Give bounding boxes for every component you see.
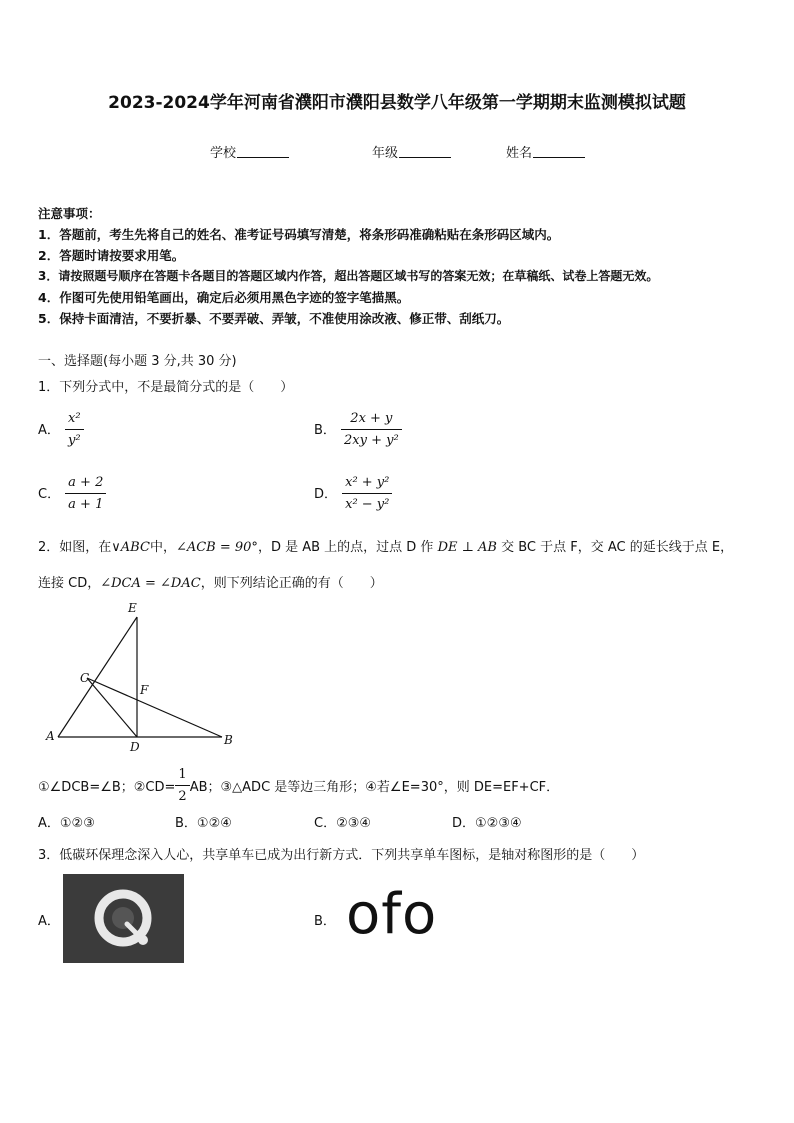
grade-label: 年级 [372,146,399,161]
section-heading: 一、选择题(每小题 3 分,共 30 分) [38,354,237,369]
q1-stem: 1．下列分式中，不是最简分式的是（ ） [38,380,294,395]
option-label: B． [314,423,336,438]
q2-stem-line2: 连接 CD，∠DCA = ∠DAC，则下列结论正确的有（ ） [38,576,383,591]
q1-option-a[interactable]: A． $\frac{\text{x²}}{\text{y²}}$ [38,410,84,449]
option-label: C． [38,487,61,502]
ofo-logo-icon: ofo [346,882,438,947]
q2-option-a[interactable]: A．①②③ [38,816,95,831]
notes-heading: 注意事项： [38,206,101,221]
q2-stem-line1: 2．如图，在∨ABC中，∠ACB = 90°，D 是 AB 上的点，过点 D 作 DE ⊥ AB 交 BC 于点 F，交 AC 的延长线于点 E， [38,540,734,555]
bike-logo-a-icon [63,874,184,963]
q2-option-c[interactable]: C．②③④ [314,816,372,831]
q2-option-d[interactable]: D．①②③④ [452,816,522,831]
note-item: 3．请按照题号顺序在答题卡各题目的答题区域内作答，超出答题区域书写的答案无效；在草稿纸、试卷上答题无效。 [38,269,659,283]
label-f: F [140,683,149,697]
q3-option-b-label[interactable]: B． [314,914,336,929]
q1-option-d[interactable]: D． $\frac{\text{x² + y²}}{\text{x² − y²}}$ [314,474,392,513]
line-ae [58,617,137,737]
page-title: 2023-2024学年河南省濮阳市濮阳县数学八年级第一学期期末监测模拟试题 [108,93,686,113]
label-b: B [224,733,233,747]
label-a: A [46,729,55,743]
label-d: D [130,740,140,754]
line-cb [87,678,222,737]
note-item: 5．保持卡面清洁，不要折暴、不要弄破、弄皱，不准使用涂改液、修正带、刮纸刀。 [38,311,510,326]
name-label: 姓名 [506,146,533,161]
label-e: E [128,601,137,615]
option-label: D． [314,487,338,502]
note-item: 2．答题时请按要求用笔。 [38,248,185,263]
line-cd [87,678,137,737]
option-label: A． [38,423,60,438]
q1-option-b[interactable]: B． $\frac{2x + y}{\text{2xy + y²}}$ [314,410,402,449]
q2-conclusions: ①∠DCB=∠B；②CD= $\frac{1}{2}$ AB；③△ADC 是等边三角形；④若∠E=30°，则 DE=EF+CF． [38,767,560,804]
q2-option-b[interactable]: B．①②④ [175,816,232,831]
school-field[interactable] [210,142,289,161]
note-item: 1．答题前，考生先将自己的姓名、准考证号码填写清楚，将条形码准确粘贴在条形码区域内。 [38,227,560,242]
school-label: 学校 [210,146,237,161]
q1-option-c[interactable]: C． $\frac{a + 2}{a + 1}$ [38,474,106,513]
label-c: C [80,671,90,685]
name-field[interactable] [506,142,585,161]
q3-stem: 3．低碳环保理念深入人心，共享单车已成为出行新方式．下列共享单车图标，是轴对称图形的是（ ） [38,848,645,863]
q3-option-a-label[interactable]: A． [38,914,60,929]
note-item: 4．作图可先使用铅笔画出，确定后必须用黑色字迹的签字笔描黑。 [38,290,410,305]
grade-field[interactable] [372,142,451,161]
q2-figure [40,598,250,754]
